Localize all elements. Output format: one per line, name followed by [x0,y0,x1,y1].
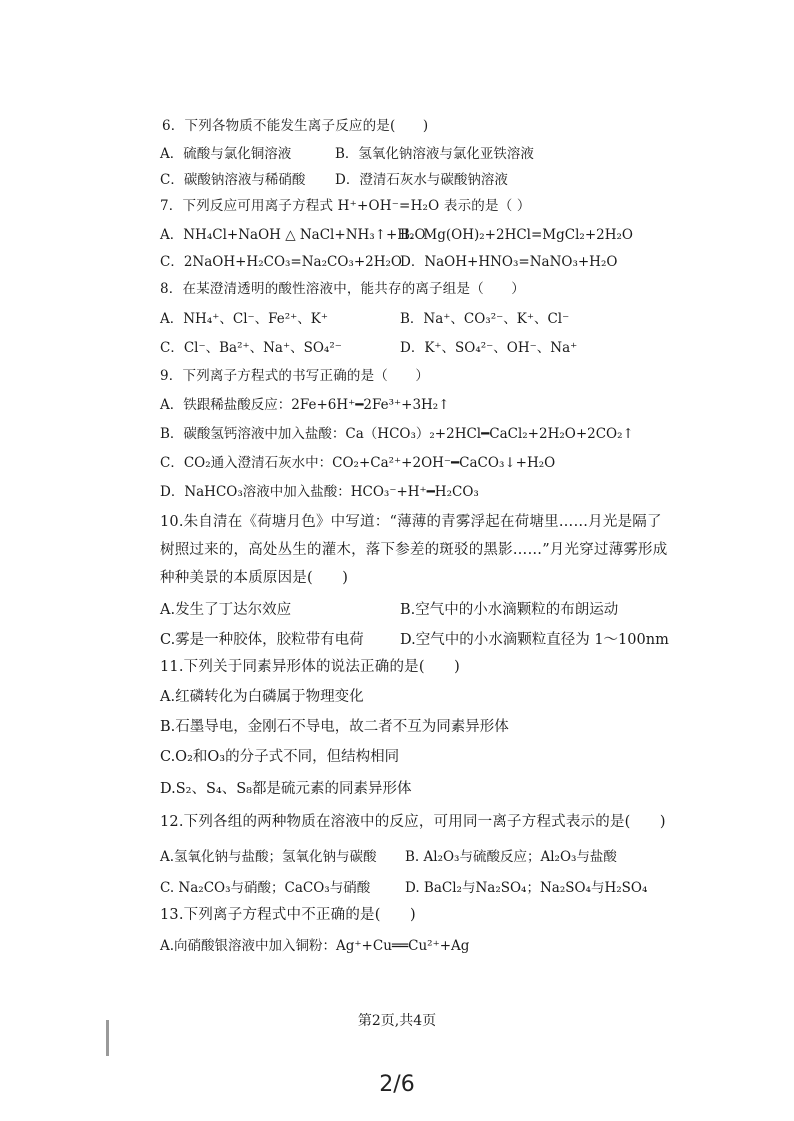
question-9-option-b: B．碳酸氢钙溶液中加入盐酸：Ca（HCO₃）₂+2HCl━CaCl₂+2H₂O+2CO₂↑ [160,426,634,442]
question-8-option-d: D．K⁺、SO₄²⁻、OH⁻、Na⁺ [400,340,578,356]
question-7-option-d: D．NaOH+HNO₃=NaNO₃+H₂O [400,254,618,270]
question-10-option-d: D.空气中的小水滴颗粒直径为 1～100nm [400,632,669,648]
question-11-option-a: A.红磷转化为白磷属于物理变化 [160,689,364,705]
scan-artifact [106,1020,109,1056]
question-9-stem: 9．下列离子方程式的书写正确的是（ ） [160,368,430,384]
question-7-stem: 7．下列反应可用离子方程式 H⁺+OH⁻=H₂O 表示的是（ ） [160,198,531,214]
question-8-stem: 8．在某澄清透明的酸性溶液中，能共存的离子组是（ ） [160,281,525,297]
question-6-option-b: B．氢氧化钠溶液与氯化亚铁溶液 [335,146,534,162]
question-11-option-b: B.石墨导电，金刚石不导电，故二者不互为同素异形体 [160,719,509,735]
question-6-stem: 6．下列各物质不能发生离子反应的是( ) [162,118,429,134]
question-8-option-a: A．NH₄⁺、Cl⁻、Fe²⁺、K⁺ [160,311,329,327]
question-12-option-b: B. Al₂O₃与硫酸反应；Al₂O₃与盐酸 [405,849,617,865]
question-10-option-c: C.雾是一种胶体，胶粒带有电荷 [160,632,364,648]
question-11-stem: 11.下列关于同素异形体的说法正确的是( ) [160,659,460,675]
question-10-option-a: A.发生了丁达尔效应 [160,602,292,618]
question-6-option-c: C．碳酸钠溶液与稀硝酸 [160,172,306,188]
question-13-option-a: A.向硝酸银溶液中加入铜粉：Ag⁺+Cu══Cu²⁺+Ag [160,938,470,954]
question-11-option-c: C.O₂和O₃的分子式不同，但结构相同 [160,749,400,765]
question-6-option-a: A．硫酸与氯化铜溶液 [160,146,292,162]
question-7-option-a: A．NH₄Cl+NaOH △ NaCl+NH₃↑+H₂O [160,227,426,243]
question-10-stem-line-3: 种种美景的本质原因是( ) [160,570,349,586]
question-13-stem: 13.下列离子方程式中不正确的是( ) [160,907,416,923]
page-footer: 第2页,共4页 [357,1013,437,1029]
question-11-option-d: D.S₂、S₄、S₈都是硫元素的同素异形体 [160,781,412,797]
question-12-option-c: C. Na₂CO₃与硝酸；CaCO₃与硝酸 [160,880,371,896]
question-9-option-a: A．铁跟稀盐酸反应：2Fe+6H⁺━2Fe³⁺+3H₂↑ [160,397,450,413]
question-8-option-c: C．Cl⁻、Ba²⁺、Na⁺、SO₄²⁻ [160,340,342,356]
question-6-option-d: D．澄清石灰水与碳酸钠溶液 [335,172,508,188]
question-10-stem-line-1: 10.朱自清在《荷塘月色》中写道：“薄薄的青雾浮起在荷塘里……月光是隔了 [160,514,662,530]
question-12-stem: 12.下列各组的两种物质在溶液中的反应，可用同一离子方程式表示的是( ) [160,814,666,830]
question-10-stem-line-2: 树照过来的，高处丛生的灌木，落下参差的斑驳的黑影……”月光穿过薄雾形成 [160,542,668,558]
question-12-option-d: D. BaCl₂与Na₂SO₄；Na₂SO₄与H₂SO₄ [405,880,648,896]
page-counter: 2/6 [379,1072,415,1097]
question-8-option-b: B．Na⁺、CO₃²⁻、K⁺、Cl⁻ [400,311,570,327]
question-9-option-d: D．NaHCO₃溶液中加入盐酸：HCO₃⁻+H⁺━H₂CO₃ [160,484,479,500]
question-9-option-c: C．CO₂通入澄清石灰水中：CO₂+Ca²⁺+2OH⁻━CaCO₃↓+H₂O [160,455,556,471]
question-12-option-a: A.氢氧化钠与盐酸；氢氧化钠与碳酸 [160,849,377,865]
question-7-option-c: C．2NaOH+H₂CO₃=Na₂CO₃+2H₂O [160,254,402,270]
question-7-option-b: B．Mg(OH)₂+2HCl=MgCl₂+2H₂O [400,227,633,243]
question-10-option-b: B.空气中的小水滴颗粒的布朗运动 [400,602,619,618]
